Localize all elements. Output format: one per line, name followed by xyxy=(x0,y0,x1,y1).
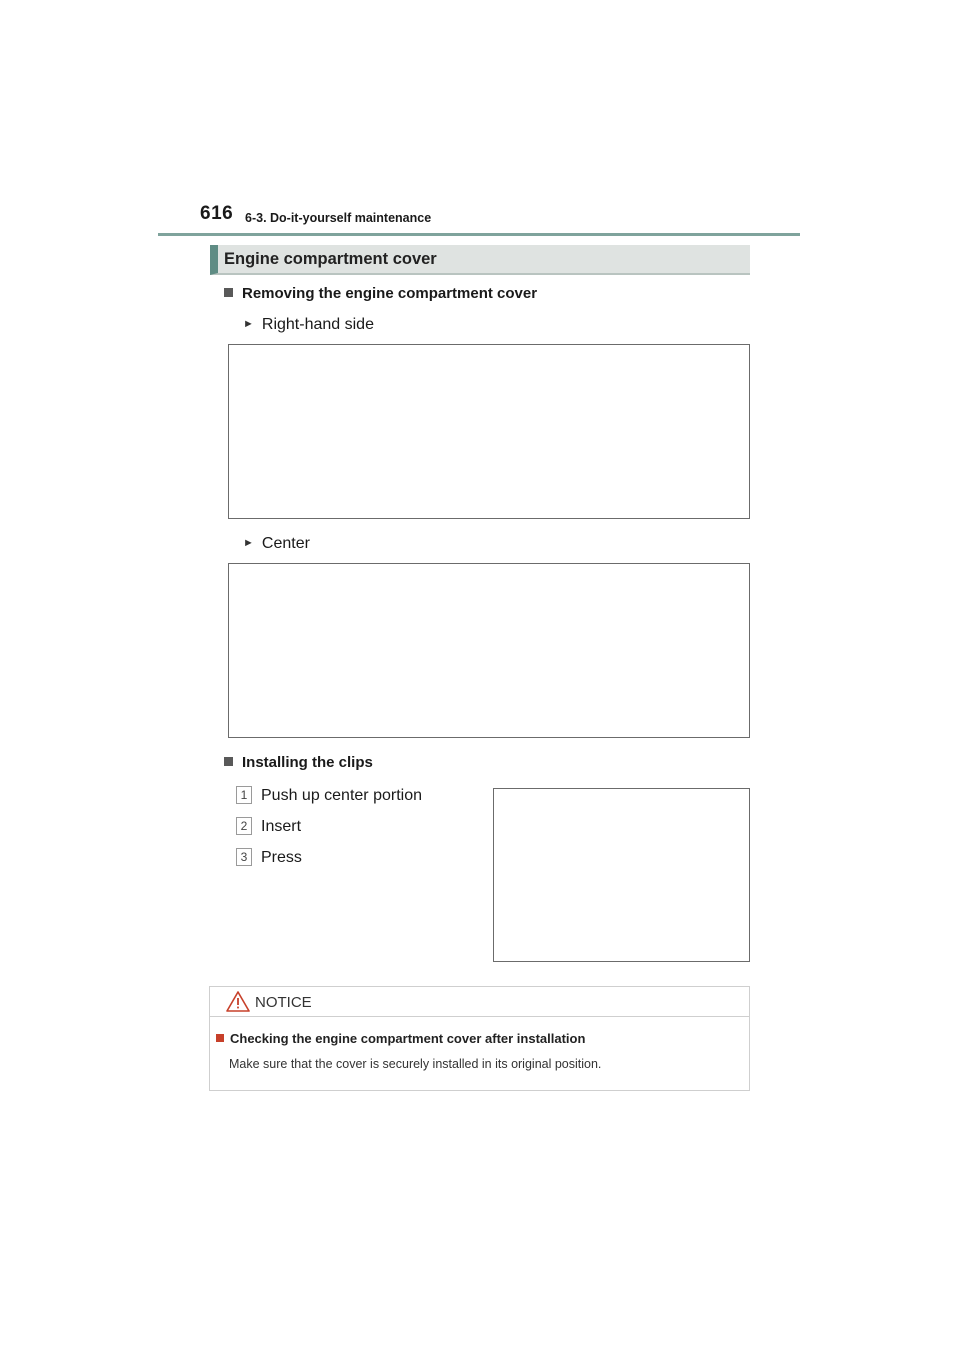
step-number: 3 xyxy=(236,848,252,866)
section-header xyxy=(210,245,750,275)
warning-triangle-icon xyxy=(226,991,250,1012)
center-label: ► Center xyxy=(243,535,310,552)
header-rule xyxy=(158,233,800,236)
notice-box xyxy=(209,986,750,1091)
notice-label: NOTICE xyxy=(255,994,312,1011)
notice-text: Make sure that the cover is securely installed in its original position. xyxy=(229,1057,602,1071)
notice-subheading: Checking the engine compartment cover after installation xyxy=(216,1031,585,1046)
right-hand-side-label: ► Right-hand side xyxy=(243,316,374,333)
page-number: 616 xyxy=(200,203,234,224)
figure-center xyxy=(228,563,750,738)
arrow-right-icon: ► xyxy=(243,537,254,549)
step-number: 2 xyxy=(236,817,252,835)
installing-heading: Installing the clips xyxy=(224,754,373,771)
square-bullet-icon xyxy=(224,757,233,766)
removing-heading: Removing the engine compartment cover xyxy=(224,285,537,302)
square-bullet-icon xyxy=(224,288,233,297)
square-bullet-icon xyxy=(216,1034,224,1042)
figure-installing-clips xyxy=(493,788,750,962)
notice-header xyxy=(210,987,749,1017)
step-3: 3 Press xyxy=(236,848,302,867)
arrow-right-icon: ► xyxy=(243,318,254,330)
step-number: 1 xyxy=(236,786,252,804)
step-2: 2 Insert xyxy=(236,817,301,836)
running-head: 6-3. Do-it-yourself maintenance xyxy=(245,211,432,225)
figure-right-hand-side xyxy=(228,344,750,519)
step-1: 1 Push up center portion xyxy=(236,786,422,805)
section-title: Engine compartment cover xyxy=(224,250,437,268)
